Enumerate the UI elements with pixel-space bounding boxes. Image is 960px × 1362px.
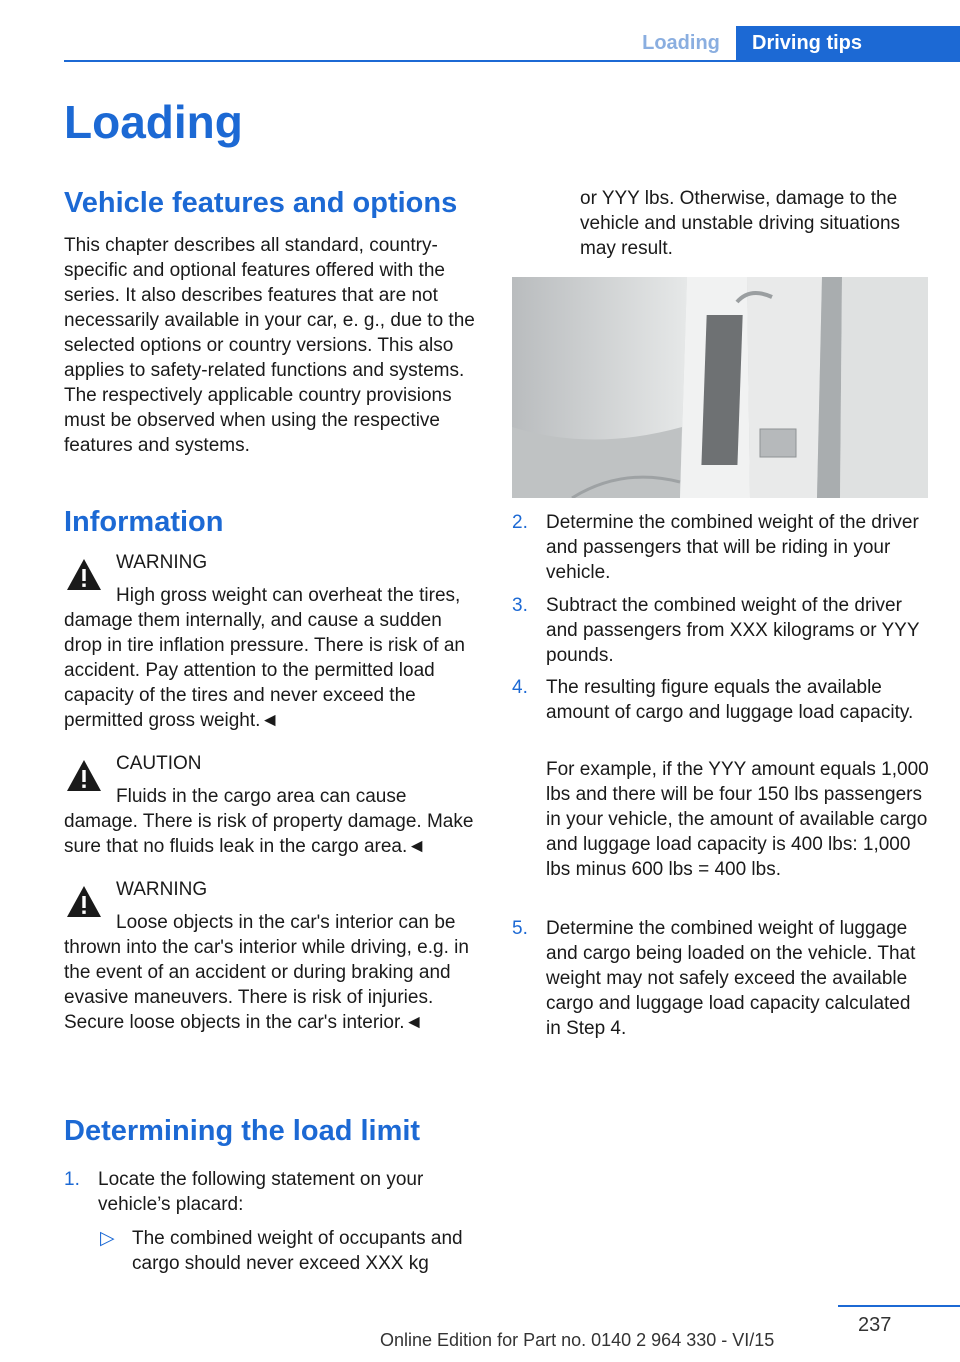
heading-determining-load-limit: Determining the load limit xyxy=(64,1115,421,1147)
heading-information: Information xyxy=(64,506,224,538)
caution-text: Fluids in the cargo area can cause damage. There is risk of property damage. Make sure that no fluids leak in the cargo area.◄ xyxy=(64,786,474,857)
step-number: 1. xyxy=(64,1169,80,1190)
bullet-icon: ▷ xyxy=(100,1228,115,1249)
header-tab-loading[interactable]: Loading xyxy=(642,32,720,54)
page-title: Loading xyxy=(64,96,243,148)
step-text: Subtract the combined weight of the driver and passengers from XXX kilograms or YYY pounds. xyxy=(546,595,920,666)
placard-statement: The combined weight of occupants and cargo should never exceed XXX kg xyxy=(132,1228,463,1274)
door-pillar-placard-photo xyxy=(512,277,928,498)
header-rule xyxy=(64,60,960,62)
heading-vehicle-features: Vehicle features and options xyxy=(64,187,458,219)
warning-label: WARNING xyxy=(116,879,208,900)
step-text: The resulting figure equals the available amount of cargo and luggage load capacity. xyxy=(546,677,914,723)
warning-text: High gross weight can overheat the tires, damage them internally, and cause a sudden drop in tire inflation pressure. There is risk of an accident. Pay attention to the permitted load capacity of the tires and never exceed the permitted gross weight.◄ xyxy=(64,585,465,731)
step-number: 4. xyxy=(512,677,528,698)
caution-label: CAUTION xyxy=(116,753,202,774)
step-text: Determine the combined weight of luggage and cargo being loaded on the vehicle. That weight may not safely exceed the available cargo and luggage load capacity calculated in Step 4. xyxy=(546,918,916,1039)
step-number: 3. xyxy=(512,595,528,616)
placard-statement-continued: or YYY lbs. Otherwise, damage to the vehicle and unstable driving situations may result. xyxy=(580,188,901,259)
warning-text: Loose objects in the car's interior can be thrown into the car's interior while driving, e.g. in the event of an accident or during braking and evasive maneuvers. There is risk of injuries. Secure loose objects in the car's interior.◄ xyxy=(64,912,469,1033)
header-tab-driving-tips[interactable]: Driving tips xyxy=(736,26,960,60)
step-text: Locate the following statement on your vehicle’s placard: xyxy=(98,1169,424,1215)
step-example: For example, if the YYY amount equals 1,000 lbs and there will be four 150 lbs passengers in your vehicle, the amount of available cargo and luggage load capacity is 400 lbs: 1,000 lbs minus 600 lbs = 400 lbs. xyxy=(546,759,929,880)
step-number: 5. xyxy=(512,918,528,939)
page-number: 237 xyxy=(858,1314,892,1336)
step-number: 2. xyxy=(512,512,528,533)
footer-edition: Online Edition for Part no. 0140 2 964 330 - VI/15 xyxy=(380,1330,775,1350)
warning-label: WARNING xyxy=(116,552,208,573)
footer-rule xyxy=(838,1305,960,1307)
features-paragraph: This chapter describes all standard, country-specific and optional features offered with the series. It also describes features that are not necessarily available in your car, e. g., due to the selected options or country versions. This also applies to safety-related functions and systems. The respectively applicable country provisions must be observed when using the respective features and systems. xyxy=(64,235,475,456)
step-text: Determine the combined weight of the driver and passengers that will be riding in your vehicle. xyxy=(546,512,919,583)
